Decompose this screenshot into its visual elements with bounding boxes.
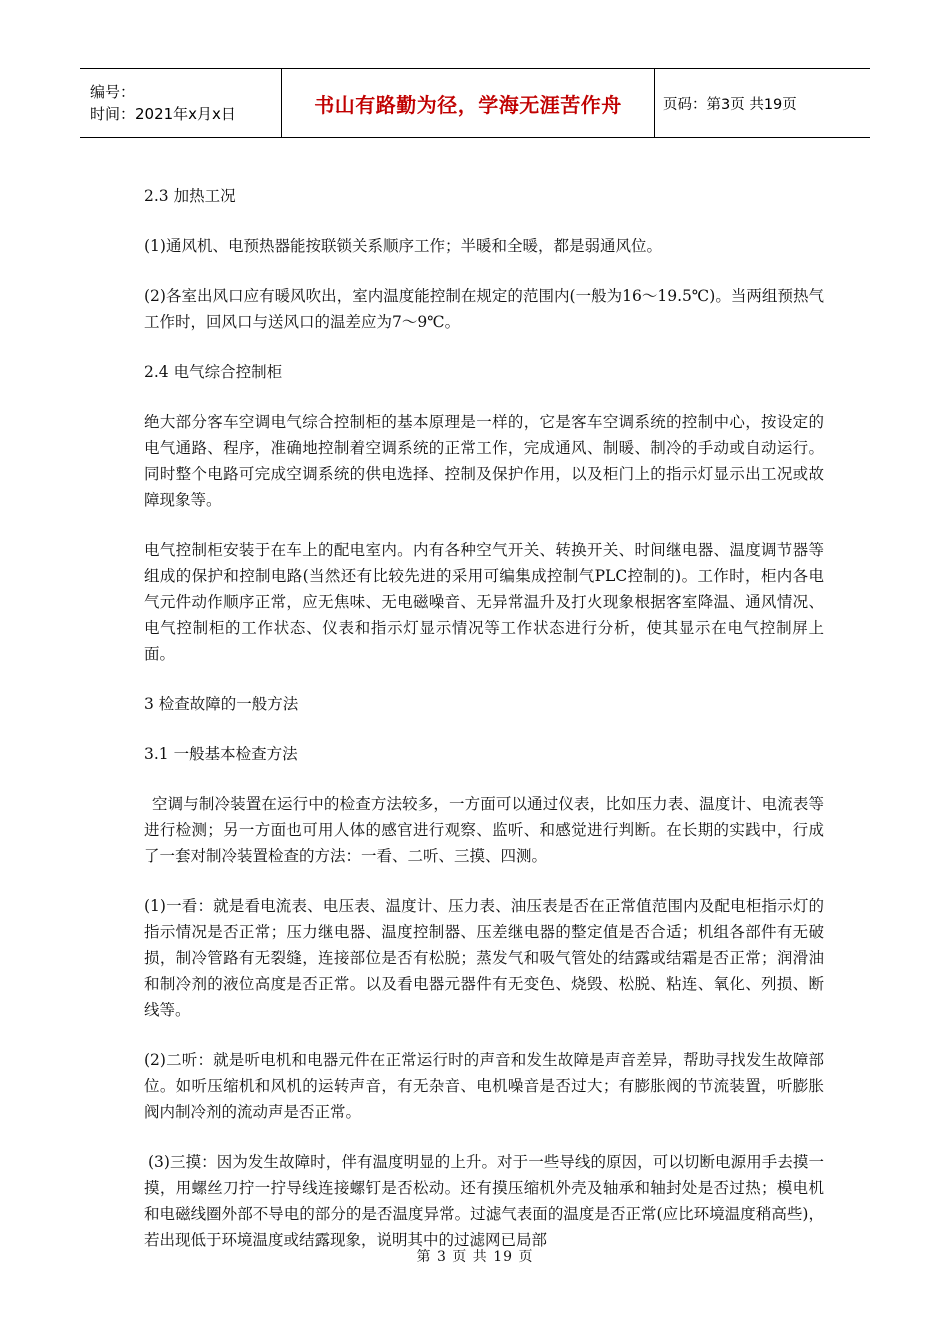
page-footer: 第 3 页 共 19 页	[416, 1249, 534, 1265]
paragraph: 空调与制冷装置在运行中的检查方法较多，一方面可以通过仪表，比如压力表、温度计、电流表等进行检测；另一方面也可用人体的感官进行观察、监听、和感觉进行判断。在长期的实践中，行成了一套对制冷装置检查的方法：一看、二听、三摸、四测。	[144, 795, 824, 865]
document-number-label: 编号：	[90, 83, 136, 101]
paragraph: (1)一看：就是看电流表、电压表、温度计、压力表、油压表是否在正常值范围内及配电柜指示灯的指示情况是否正常；压力继电器、温度控制器、压差继电器的整定值是否合适；机组各部件有无破损，制冷管路有无裂缝，连接部位是否有松脱；蒸发气和吸气管处的结露或结霜是否正常；润滑油和制冷剂的液位高度是否正常。以及看电器元器件有无变色、烧毁、松脱、粘连、氧化、列损、断线等。	[144, 897, 824, 1019]
paragraph: (3)三摸：因为发生故障时，伴有温度明显的上升。对于一些导线的原因，可以切断电源用手去摸一摸，用螺丝刀拧一拧导线连接螺钉是否松动。还有摸压缩机外壳及轴承和轴封处是否过热；模电机和电磁线圈外部不导电的部分的是否温度异常。过滤气表面的温度是否正常(应比环境温度稍高些)，若出现低于环境温度或结露现象，说明其中的过滤网已局部	[144, 1153, 824, 1249]
document-time-label: 时间：2021年x月x日	[90, 105, 236, 123]
section-heading-3: 3 检查故障的一般方法	[144, 695, 299, 713]
header-meta	[80, 69, 281, 137]
section-heading-2-4: 2.4 电气综合控制柜	[144, 363, 283, 381]
section-heading-3-1: 3.1 一般基本检查方法	[144, 745, 298, 763]
document-body	[144, 183, 824, 1277]
section-heading-2-3: 2.3 加热工况	[144, 187, 236, 205]
paragraph: 绝大部分客车空调电气综合控制柜的基本原理是一样的，它是客车空调系统的控制中心，按设定的电气通路、程序，准确地控制着空调系统的正常工作，完成通风、制暖、制冷的手动或自动运行。同时整个电路可完成空调系统的供电选择、控制及保护作用，以及柜门上的指示灯显示出工况或故障现象等。	[144, 413, 824, 509]
paragraph: (2)二听：就是听电机和电器元件在正常运行时的声音和发生故障是声音差异，帮助寻找发生故障部位。如听压缩机和风机的运转声音，有无杂音、电机噪音是否过大；有膨胀阀的节流装置，听膨胀阀内制冷剂的流动声是否正常。	[144, 1051, 824, 1121]
header-page-info: 页码：第3页 共19页	[663, 96, 797, 113]
page-header	[80, 68, 870, 138]
paragraph: (2)各室出风口应有暖风吹出，室内温度能控制在规定的范围内(一般为16～19.5℃)。当两组预热气工作时，回风口与送风口的温差应为7～9℃。	[144, 287, 824, 331]
paragraph: 电气控制柜安装于在车上的配电室内。内有各种空气开关、转换开关、时间继电器、温度调节器等组成的保护和控制电路(当然还有比较先进的采用可编集成控制气PLC控制的)。工作时，柜内各电气元件动作顺序正常，应无焦味、无电磁噪音、无异常温升及打火现象根据客室降温、通风情况、电气控制柜的工作状态、仪表和指示灯显示情况等工作状态进行分析，使其显示在电气控制屏上面。	[144, 541, 824, 663]
header-motto: 书山有路勤为径，学海无涯苦作舟	[281, 69, 655, 137]
paragraph: (1)通风机、电预热器能按联锁关系顺序工作；半暖和全暖，都是弱通风位。	[144, 237, 662, 255]
